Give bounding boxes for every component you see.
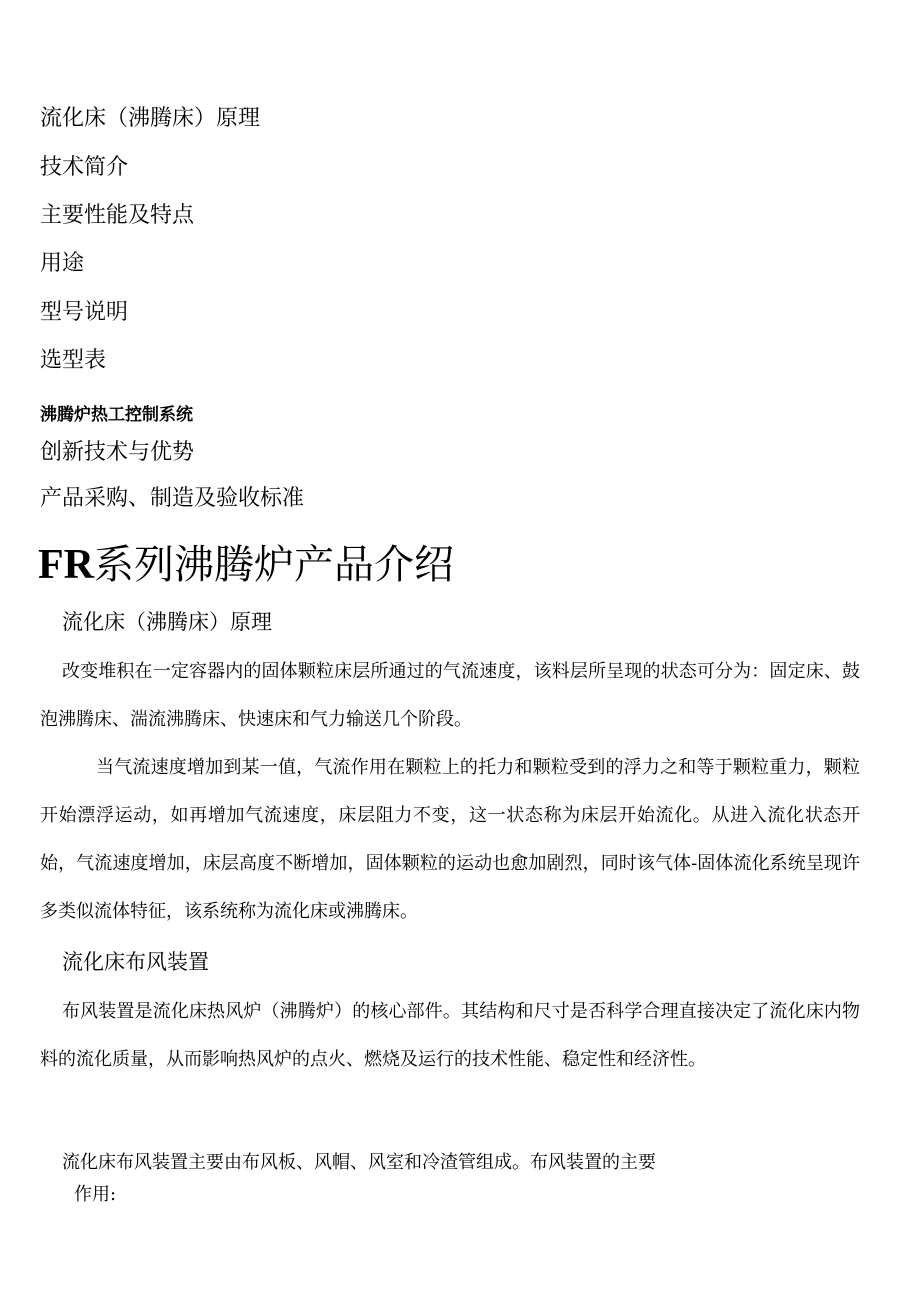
toc-item-model[interactable]: 型号说明 — [40, 300, 129, 325]
paragraph-distributor-line-1: 流化床布风装置主要由布风板、风帽、风室和冷渣管组成。布风装置的主要 — [62, 1152, 656, 1173]
section-heading-principle: 流化床（沸腾床）原理 — [62, 610, 272, 634]
toc-item-control-system[interactable]: 沸腾炉热工控制系统 — [40, 405, 193, 425]
paragraph-principle-1: 改变堆积在一定容器内的固体颗粒床层所通过的气流速度，该料层所呈现的状态可分为：固定床、鼓泡沸腾床、湍流沸腾床、快速床和气力输送几个阶段。 — [40, 661, 860, 730]
paragraph-principle-2: 当气流速度增加到某一值，气流作用在颗粒上的托力和颗粒受到的浮力之和等于颗粒重力，颗粒开始漂浮运动，如再增加气流速度，床层阻力不变，这一状态称为床层开始流化。从进入流化状态开始，气流速度增加，床层高度不断增加，固体颗粒的运动也愈加剧烈，同时该气体-固体流化系统呈现许多类似流体特征，该系统称为流化床或沸腾床。 — [40, 757, 860, 922]
paragraph-distributor-line-2: 作用: — [74, 1184, 117, 1205]
toc-item-innovation[interactable]: 创新技术与优势 — [40, 440, 195, 465]
toc-item-usage[interactable]: 用途 — [40, 251, 85, 276]
toc-item-principle[interactable]: 流化床（沸腾床）原理 — [40, 106, 261, 131]
title-text: 系列沸腾炉产品介绍 — [94, 542, 454, 588]
toc-item-selection-table[interactable]: 选型表 — [40, 348, 107, 373]
page-title — [38, 538, 454, 592]
toc-item-performance[interactable]: 主要性能及特点 — [40, 203, 195, 228]
section-heading-distributor: 流化床布风装置 — [62, 950, 209, 974]
paragraph-distributor-1: 布风装置是流化床热风炉（沸腾炉）的核心部件。其结构和尺寸是否科学合理直接决定了流化床内物料的流化质量，从而影响热风炉的点火、燃烧及运行的技术性能、稳定性和经济性。 — [40, 1001, 860, 1070]
toc-item-tech-intro[interactable]: 技术简介 — [40, 155, 129, 180]
toc-item-standards[interactable]: 产品采购、制造及验收标准 — [40, 486, 305, 511]
title-series-code: FR — [38, 542, 94, 588]
